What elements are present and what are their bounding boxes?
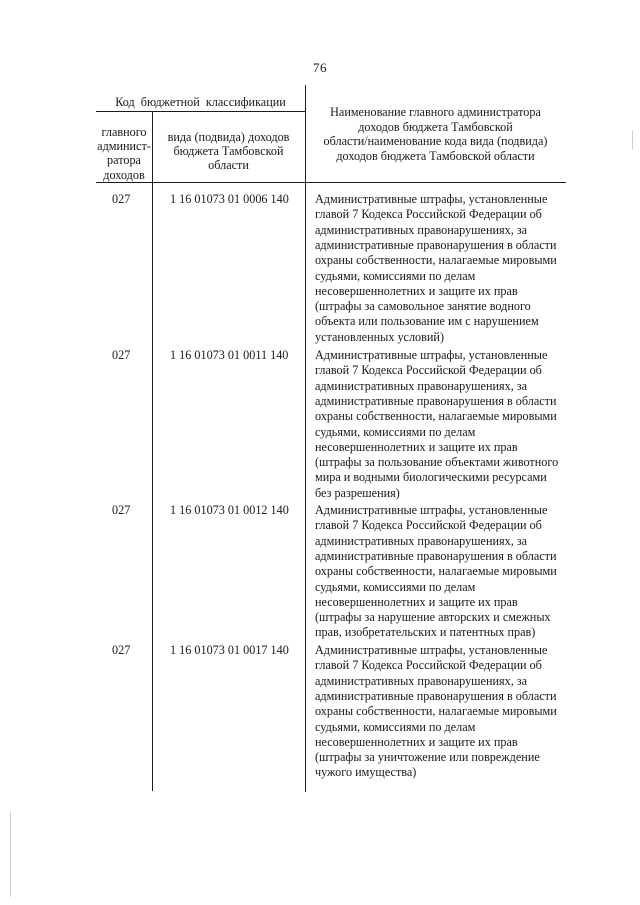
column-divider-1-lower <box>152 311 153 791</box>
row-name-line: административных правонарушениях, за <box>315 673 528 688</box>
row-name-line: несовершеннолетних и защите их прав <box>315 734 518 749</box>
row-name-line: административных правонарушениях, за <box>315 222 528 237</box>
row-name-line: судьями, комиссиями по делам <box>315 268 476 283</box>
row-budget-code: 1 16 01073 01 0012 140 <box>170 503 289 517</box>
row-admin-code: 027 <box>112 348 131 362</box>
row-name-line: чужого имущества) <box>315 765 417 780</box>
row-name-line: прав, изобретательских и патентных прав) <box>315 625 536 640</box>
header-name: Наименование главного администратора <box>330 105 541 119</box>
scan-edge-mark <box>632 130 633 150</box>
row-name-line: административные правонарушения в области <box>315 548 557 563</box>
row-name-line: судьями, комиссиями по делам <box>315 424 476 439</box>
row-name-line: Административные штрафы, установленные <box>315 643 548 657</box>
header-income-type: области <box>208 158 249 173</box>
page-number: 76 <box>313 60 327 75</box>
row-name-line: Административные штрафы, установленные <box>315 348 548 362</box>
row-name-line: без разрешения) <box>315 485 400 500</box>
header-name: области/наименование кода вида (подвида) <box>323 134 548 148</box>
row-name-line: (штрафы за пользование объектами животного <box>315 455 559 470</box>
row-name-line: административных правонарушениях, за <box>315 533 528 548</box>
row-name-line: (штрафы за уничтожение или повреждение <box>315 750 540 765</box>
row-name-line: установленных условий) <box>315 329 444 344</box>
header-group-underline <box>96 111 305 112</box>
row-budget-code: 1 16 01073 01 0006 140 <box>170 192 289 206</box>
header-admin-code: ратора <box>107 153 141 168</box>
row-name-line: главой 7 Кодекса Российской Федерации об <box>315 207 542 222</box>
header-admin-code: админист- <box>97 139 151 154</box>
row-name-line: несовершеннолетних и защите их прав <box>315 283 518 298</box>
header-code-classification: Код бюджетной классификации <box>115 95 286 109</box>
row-name-line: административные правонарушения в области <box>315 393 557 408</box>
row-name-line: административные правонарушения в области <box>315 688 557 703</box>
row-name-line: административные правонарушения в области <box>315 237 557 252</box>
row-name-line: охраны собственности, налагаемые мировыми <box>315 564 557 579</box>
row-name-line: (штрафы за самовольное занятие водного <box>315 299 531 314</box>
row-name-line: главой 7 Кодекса Российской Федерации об <box>315 518 542 533</box>
row-name-line: охраны собственности, налагаемые мировыми <box>315 409 557 424</box>
row-budget-code: 1 16 01073 01 0017 140 <box>170 643 289 657</box>
header-bottom-border <box>96 182 566 183</box>
scan-edge-mark <box>10 812 11 897</box>
header-income-type: вида (подвида) доходов <box>167 130 290 144</box>
row-name-line: охраны собственности, налагаемые мировыми <box>315 704 557 719</box>
header-income-type: бюджета Тамбовской <box>173 144 284 159</box>
row-name-line: мира и водными биологическими ресурсами <box>315 470 547 485</box>
row-name-line: судьями, комиссиями по делам <box>315 719 476 734</box>
row-admin-code: 027 <box>112 643 131 657</box>
column-divider-2 <box>305 85 306 792</box>
row-budget-code: 1 16 01073 01 0011 140 <box>170 348 289 362</box>
row-admin-code: 027 <box>112 192 131 206</box>
header-name: доходов бюджета Тамбовской области <box>336 148 535 163</box>
row-name-line: объекта или пользование им с нарушением <box>315 314 539 329</box>
row-name-line: судьями, комиссиями по делам <box>315 579 476 594</box>
row-name-line: несовершеннолетних и защите их прав <box>315 594 518 609</box>
row-name-line: (штрафы за нарушение авторских и смежных <box>315 610 551 625</box>
row-admin-code: 027 <box>112 503 131 517</box>
row-name-line: Административные штрафы, установленные <box>315 192 548 206</box>
header-admin-code: главного <box>101 125 147 139</box>
header-admin-code: доходов <box>103 167 145 182</box>
row-name-line: охраны собственности, налагаемые мировыми <box>315 253 557 268</box>
row-name-line: главой 7 Кодекса Российской Федерации об <box>315 658 542 673</box>
row-name-line: Административные штрафы, установленные <box>315 503 548 517</box>
row-name-line: главой 7 Кодекса Российской Федерации об <box>315 363 542 378</box>
row-name-line: административных правонарушениях, за <box>315 378 528 393</box>
row-name-line: несовершеннолетних и защите их прав <box>315 439 518 454</box>
header-name: доходов бюджета Тамбовской <box>358 119 513 134</box>
